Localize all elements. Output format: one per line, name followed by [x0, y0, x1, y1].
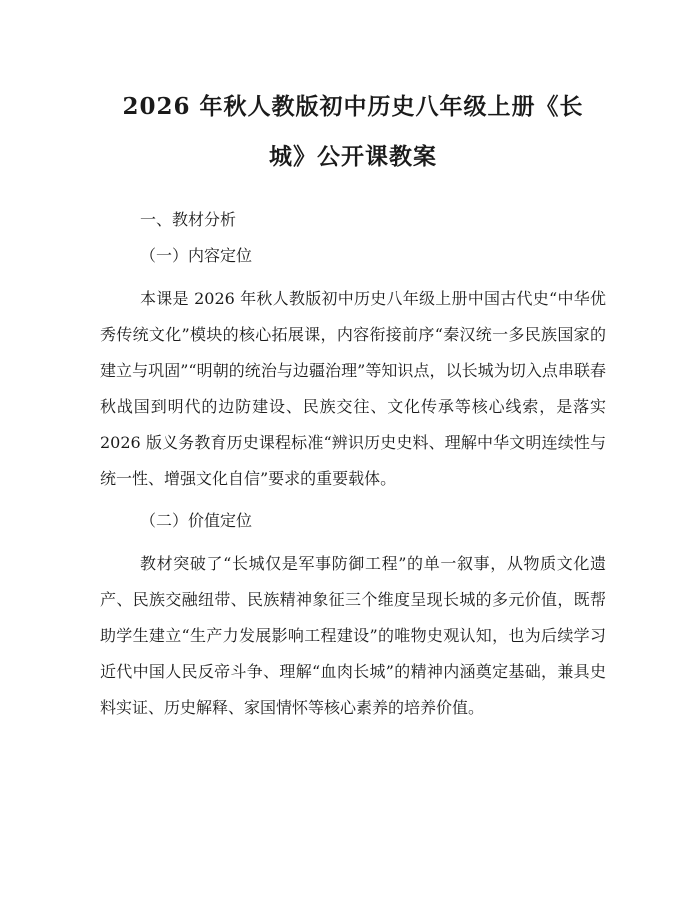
section-heading-textbook-analysis: 一、教材分析: [140, 210, 237, 229]
paragraph-content-positioning: 本课是 2026 年秋人教版初中历史八年级上册中国古代史“中华优秀传统文化”模块的核心拓展课，内容衔接前序“秦汉统一多民族国家的建立与巩固”“明朝的统治与边疆治理”等知识点，以长城为切入点串联春秋战国到明代的边防建设、民族交往、文化传承等核心线索，是落实 2026 版义务教育历史课程标准“辨识历史史料、理解中华文明连续性与统一性、增强文化自信”要求的重要载体。: [100, 289, 606, 488]
title-line-2: 城》公开课教案: [269, 143, 437, 170]
document-title: [100, 82, 606, 182]
subsection-heading-content-positioning: （一）内容定位: [140, 246, 253, 265]
title-line-1: 2026 年秋人教版初中历史八年级上册《长: [122, 93, 584, 120]
paragraph-value-positioning: 教材突破了“长城仅是军事防御工程”的单一叙事，从物质文化遗产、民族交融纽带、民族精神象征三个维度呈现长城的多元价值，既帮助学生建立“生产力发展影响工程建设”的唯物史观认知，也为后续学习近代中国人民反帝斗争、理解“血肉长城”的精神内涵奠定基础，兼具史料实证、历史解释、家国情怀等核心素养的培养价值。: [100, 554, 606, 717]
subsection-heading-value-positioning: （二）价值定位: [140, 511, 253, 530]
